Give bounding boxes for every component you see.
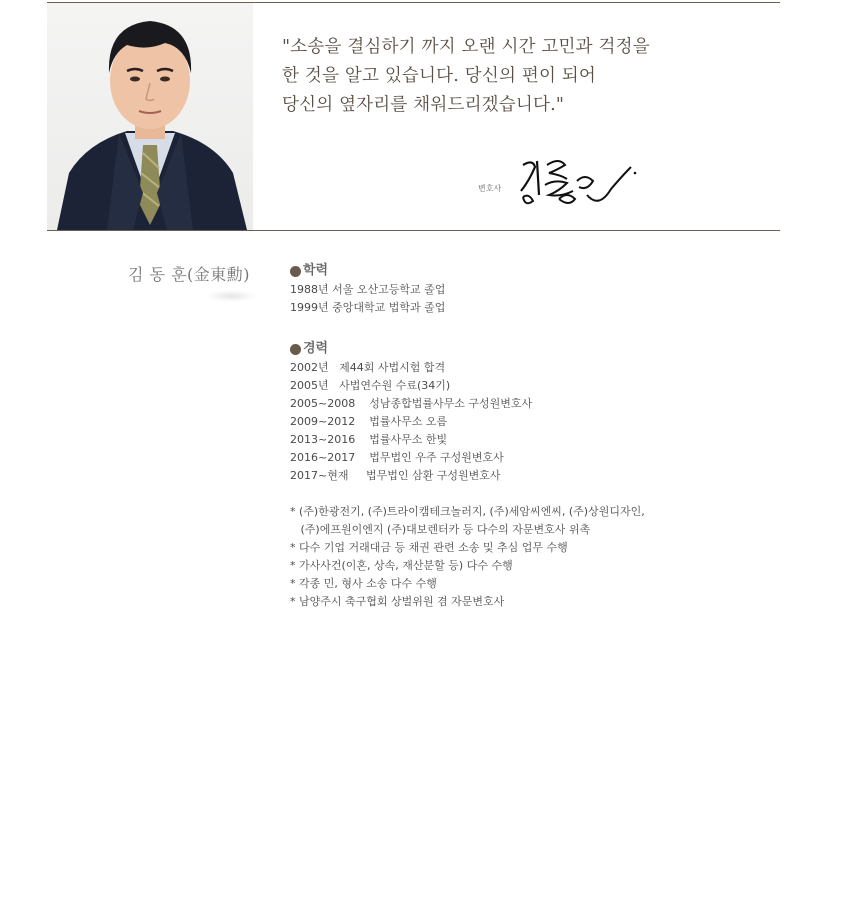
career-title-text: 경력 [303,341,329,356]
career-title [290,339,810,359]
signature-title: 변호사 [478,184,502,193]
quote-line: "소송을 결심하기 까지 오랜 시간 고민과 걱정을 [282,37,650,57]
education-title-text: 학력 [303,263,329,278]
lawyer-portrait-photo [47,3,253,230]
note-item: * 남양주시 축구협회 상벌위원 겸 자문변호사 [290,595,505,608]
portrait-illustration [47,3,253,230]
career-item: 2013~2016 법률사무소 한빛 [290,433,448,446]
bullet-dot-icon [290,266,301,277]
note-item: * 각종 민, 형사 소송 다수 수행 [290,577,437,590]
note-item: * (주)한광전기, (주)트라이캠테크놀러지, (주)세암씨엔씨, (주)상원디자인, [290,505,645,518]
name-underline-shadow [206,290,256,302]
lawyer-name-block [128,262,268,306]
hero-banner [47,2,780,231]
note-item: * 다수 기업 거래대금 등 채권 관련 소송 및 추심 업무 수행 [290,541,568,554]
bullet-dot-icon [290,344,301,355]
career-item: 2002년 제44회 사법시험 합격 [290,361,446,374]
lawyer-name: 김 동 훈(金東勳) [128,265,251,284]
quote-line: 한 것을 알고 있습니다. 당신의 편이 되어 [282,66,597,86]
education-title [290,261,810,281]
education-item: 1988년 서울 오산고등학교 졸업 [290,283,446,296]
notes-section [290,503,810,611]
note-item: * 가사사건(이혼, 상속, 재산분할 등) 다수 수행 [290,559,513,572]
lawyer-quote [282,33,752,120]
career-item: 2005~2008 성남종합법률사무소 구성원변호사 [290,397,533,410]
career-item: 2009~2012 법률사무소 오름 [290,415,448,428]
career-item: 2005년 사법연수원 수료(34기) [290,379,451,392]
career-section [290,339,810,485]
career-item: 2016~2017 법무법인 우주 구성원변호사 [290,451,504,464]
education-section [290,261,810,317]
handwritten-signature-icon [515,151,643,211]
education-item: 1999년 중앙대학교 법학과 졸업 [290,301,446,314]
career-item: 2017~현재 법무법인 삼환 구성원변호사 [290,469,501,482]
note-item: (주)에프원이엔지 (주)대보렌터카 등 다수의 자문변호사 위촉 [290,523,591,536]
quote-line: 당신의 옆자리를 채워드리겠습니다." [282,95,565,115]
